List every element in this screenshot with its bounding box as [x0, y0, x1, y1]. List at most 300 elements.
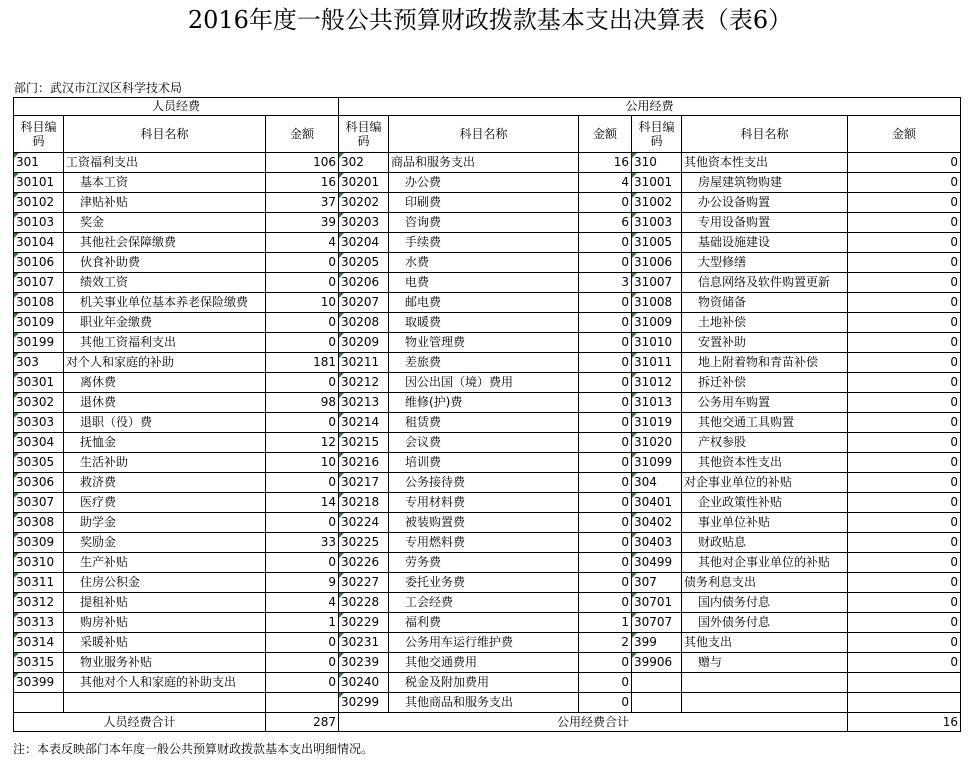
table-row: [14, 213, 961, 233]
subject-name-cell: 商品和服务支出: [389, 153, 579, 173]
subject-name-cell: 印刷费: [389, 193, 579, 213]
subject-code-cell: 30305: [14, 453, 64, 473]
subject-code-cell: 30218: [339, 493, 389, 513]
table-row: [14, 673, 961, 693]
subject-name-cell: 奖金: [64, 213, 266, 233]
amount-cell: 14: [266, 493, 339, 513]
subject-name-cell: 伙食补助费: [64, 253, 266, 273]
subject-name-cell: 其他资本性支出: [682, 453, 848, 473]
amount-cell: 3: [579, 273, 632, 293]
subject-name-cell: 其他对个人和家庭的补助支出: [64, 673, 266, 693]
table-row: [14, 333, 961, 353]
subject-name-cell: 赠与: [682, 653, 848, 673]
amount-cell: 0: [579, 293, 632, 313]
table-row: [14, 273, 961, 293]
subject-name-cell: 采暖补贴: [64, 633, 266, 653]
subject-code-cell: 31008: [632, 293, 682, 313]
subject-code-cell: 30307: [14, 493, 64, 513]
subject-code-cell: 30104: [14, 233, 64, 253]
subject-code-cell: 31001: [632, 173, 682, 193]
amount-cell: 37: [266, 193, 339, 213]
col-header-amount: 金额: [848, 116, 961, 153]
col-header-name: 科目名称: [64, 116, 266, 153]
amount-cell: 0: [266, 553, 339, 573]
amount-cell: 0: [579, 573, 632, 593]
subject-code-cell: 30231: [339, 633, 389, 653]
table-row: [14, 633, 961, 653]
subject-code-cell: 30107: [14, 273, 64, 293]
subject-name-cell: 被装购置费: [389, 513, 579, 533]
amount-cell: 0: [848, 513, 961, 533]
table-row: [14, 173, 961, 193]
amount-cell: 0: [266, 473, 339, 493]
subject-code-cell: 304: [632, 473, 682, 493]
subject-code-cell: 31019: [632, 413, 682, 433]
amount-cell: 0: [579, 393, 632, 413]
subject-name-cell: [64, 693, 266, 713]
subject-name-cell: 退职（役）费: [64, 413, 266, 433]
subject-name-cell: 其他交通费用: [389, 653, 579, 673]
table-row: [14, 253, 961, 273]
subject-name-cell: [682, 693, 848, 713]
subject-name-cell: 办公设备购置: [682, 193, 848, 213]
subject-name-cell: 水费: [389, 253, 579, 273]
subject-code-cell: 39906: [632, 653, 682, 673]
subject-code-cell: 31005: [632, 233, 682, 253]
amount-cell: 0: [579, 453, 632, 473]
amount-cell: 0: [848, 473, 961, 493]
subject-name-cell: 其他工资福利支出: [64, 333, 266, 353]
subject-code-cell: 31020: [632, 433, 682, 453]
subject-name-cell: 劳务费: [389, 553, 579, 573]
subject-name-cell: 房屋建筑物购建: [682, 173, 848, 193]
amount-cell: 4: [579, 173, 632, 193]
subject-name-cell: 咨询费: [389, 213, 579, 233]
subject-code-cell: 30214: [339, 413, 389, 433]
amount-cell: 0: [579, 333, 632, 353]
amount-cell: 9: [266, 573, 339, 593]
amount-cell: 0: [266, 373, 339, 393]
subject-code-cell: 30206: [339, 273, 389, 293]
amount-cell: 0: [266, 273, 339, 293]
subject-name-cell: 公务用车购置: [682, 393, 848, 413]
amount-cell: 2: [579, 633, 632, 653]
subject-code-cell: 30301: [14, 373, 64, 393]
subject-name-cell: 其他商品和服务支出: [389, 693, 579, 713]
col-header-amount: 金额: [266, 116, 339, 153]
amount-cell: 39: [266, 213, 339, 233]
subject-code-cell: 30228: [339, 593, 389, 613]
subject-code-cell: 30101: [14, 173, 64, 193]
subject-name-cell: 福利费: [389, 613, 579, 633]
subject-code-cell: 31010: [632, 333, 682, 353]
subject-name-cell: [682, 673, 848, 693]
subject-code-cell: 30303: [14, 413, 64, 433]
subject-name-cell: 对个人和家庭的补助: [64, 353, 266, 373]
amount-cell: 12: [266, 433, 339, 453]
subject-name-cell: 办公费: [389, 173, 579, 193]
table-row: [14, 233, 961, 253]
amount-cell: 0: [579, 193, 632, 213]
page-title: 2016年度一般公共预算财政拨款基本支出决算表（表6）: [187, 6, 793, 34]
subject-code-cell: [632, 693, 682, 713]
subject-code-cell: 30499: [632, 553, 682, 573]
amount-cell: 0: [266, 333, 339, 353]
subject-name-cell: 生活补助: [64, 453, 266, 473]
amount-cell: 0: [848, 613, 961, 633]
amount-cell: 0: [848, 153, 961, 173]
subject-code-cell: 30201: [339, 173, 389, 193]
table-row: [14, 373, 961, 393]
table-row: [14, 453, 961, 473]
subject-code-cell: 30315: [14, 653, 64, 673]
table-row: [14, 573, 961, 593]
department-label: 部门：武汉市江汉区科学技术局: [14, 81, 183, 95]
public-total-amount: 16: [848, 713, 961, 732]
subject-name-cell: 退休费: [64, 393, 266, 413]
table-row: [14, 533, 961, 553]
subject-code-cell: 30311: [14, 573, 64, 593]
amount-cell: 0: [848, 213, 961, 233]
expenditure-table: [13, 97, 961, 732]
subject-code-cell: 30204: [339, 233, 389, 253]
amount-cell: 0: [579, 553, 632, 573]
amount-cell: 0: [579, 493, 632, 513]
subject-name-cell: 其他支出: [682, 633, 848, 653]
subject-code-cell: 307: [632, 573, 682, 593]
subject-name-cell: 其他对企事业单位的补贴: [682, 553, 848, 573]
amount-cell: 0: [579, 533, 632, 553]
table-row: [14, 553, 961, 573]
subject-code-cell: 30701: [632, 593, 682, 613]
amount-cell: 0: [266, 513, 339, 533]
subject-code-cell: 30314: [14, 633, 64, 653]
amount-cell: 0: [579, 593, 632, 613]
subject-name-cell: 公务用车运行维护费: [389, 633, 579, 653]
subject-code-cell: 30217: [339, 473, 389, 493]
subject-code-cell: 30226: [339, 553, 389, 573]
subject-code-cell: 30106: [14, 253, 64, 273]
subject-name-cell: 提租补贴: [64, 593, 266, 613]
subject-name-cell: 土地补偿: [682, 313, 848, 333]
amount-cell: 0: [848, 333, 961, 353]
amount-cell: 0: [848, 313, 961, 333]
amount-cell: 0: [266, 653, 339, 673]
amount-cell: 4: [266, 233, 339, 253]
col-header-code: 科目编码: [14, 116, 64, 153]
personnel-group-header: 人员经费: [14, 98, 339, 116]
subject-code-cell: 30209: [339, 333, 389, 353]
amount-cell: 0: [848, 493, 961, 513]
subject-code-cell: 30207: [339, 293, 389, 313]
amount-cell: 0: [848, 433, 961, 453]
amount-cell: 0: [848, 633, 961, 653]
subject-name-cell: 医疗费: [64, 493, 266, 513]
subject-name-cell: 差旅费: [389, 353, 579, 373]
table-row: [14, 473, 961, 493]
subject-name-cell: 离休费: [64, 373, 266, 393]
amount-cell: 33: [266, 533, 339, 553]
amount-cell: 0: [579, 373, 632, 393]
amount-cell: 98: [266, 393, 339, 413]
subject-code-cell: 310: [632, 153, 682, 173]
amount-cell: 0: [848, 353, 961, 373]
subject-code-cell: 30707: [632, 613, 682, 633]
subject-code-cell: 30229: [339, 613, 389, 633]
subject-name-cell: 拆迁补偿: [682, 373, 848, 393]
subject-code-cell: 31002: [632, 193, 682, 213]
subject-name-cell: 基础设施建设: [682, 233, 848, 253]
subject-name-cell: 税金及附加费用: [389, 673, 579, 693]
subject-code-cell: 31099: [632, 453, 682, 473]
amount-cell: 16: [579, 153, 632, 173]
subject-name-cell: 会议费: [389, 433, 579, 453]
table-row: [14, 653, 961, 673]
subject-name-cell: 债务利息支出: [682, 573, 848, 593]
amount-cell: 0: [848, 553, 961, 573]
subject-code-cell: 30224: [339, 513, 389, 533]
table-row: [14, 353, 961, 373]
table-row: [14, 193, 961, 213]
subject-name-cell: 物业管理费: [389, 333, 579, 353]
subject-name-cell: 因公出国（境）费用: [389, 373, 579, 393]
subject-name-cell: 财政贴息: [682, 533, 848, 553]
subject-code-cell: 30202: [339, 193, 389, 213]
subject-code-cell: 30227: [339, 573, 389, 593]
subject-name-cell: 企业政策性补贴: [682, 493, 848, 513]
col-header-code: 科目编码: [632, 116, 682, 153]
amount-cell: 0: [266, 633, 339, 653]
amount-cell: 1: [579, 613, 632, 633]
subject-name-cell: 维修(护)费: [389, 393, 579, 413]
amount-cell: [848, 673, 961, 693]
subject-code-cell: 303: [14, 353, 64, 373]
subject-code-cell: 30302: [14, 393, 64, 413]
subject-code-cell: 30306: [14, 473, 64, 493]
table-row: [14, 393, 961, 413]
subject-code-cell: 30225: [339, 533, 389, 553]
subject-name-cell: 救济费: [64, 473, 266, 493]
subject-name-cell: 电费: [389, 273, 579, 293]
subject-code-cell: 30216: [339, 453, 389, 473]
amount-cell: 0: [848, 373, 961, 393]
subject-name-cell: 取暖费: [389, 313, 579, 333]
amount-cell: 0: [848, 593, 961, 613]
subject-code-cell: 30299: [339, 693, 389, 713]
subject-code-cell: 30239: [339, 653, 389, 673]
subject-name-cell: 购房补贴: [64, 613, 266, 633]
amount-cell: 0: [266, 673, 339, 693]
subject-code-cell: 30199: [14, 333, 64, 353]
amount-cell: 0: [848, 653, 961, 673]
subject-name-cell: 其他资本性支出: [682, 153, 848, 173]
subject-name-cell: 其他交通工具购置: [682, 413, 848, 433]
amount-cell: 0: [266, 413, 339, 433]
subject-name-cell: 住房公积金: [64, 573, 266, 593]
amount-cell: 0: [848, 453, 961, 473]
amount-cell: 1: [266, 613, 339, 633]
amount-cell: 0: [848, 573, 961, 593]
personnel-total-amount: 287: [266, 713, 339, 732]
subject-code-cell: 31003: [632, 213, 682, 233]
amount-cell: 0: [579, 253, 632, 273]
subject-code-cell: 30215: [339, 433, 389, 453]
subject-name-cell: 职业年金缴费: [64, 313, 266, 333]
col-header-amount: 金额: [579, 116, 632, 153]
subject-name-cell: 专用材料费: [389, 493, 579, 513]
subject-name-cell: 公务接待费: [389, 473, 579, 493]
table-row: [14, 693, 961, 713]
subject-code-cell: 30308: [14, 513, 64, 533]
amount-cell: 0: [848, 233, 961, 253]
subject-code-cell: 30203: [339, 213, 389, 233]
table-row: [14, 153, 961, 173]
table-row: [14, 513, 961, 533]
subject-code-cell: 31007: [632, 273, 682, 293]
totals-row: [14, 713, 961, 732]
subject-name-cell: 专用设备购置: [682, 213, 848, 233]
amount-cell: 0: [579, 353, 632, 373]
subject-name-cell: 国外债务付息: [682, 613, 848, 633]
subject-name-cell: 邮电费: [389, 293, 579, 313]
subject-code-cell: 30304: [14, 433, 64, 453]
amount-cell: 0: [848, 173, 961, 193]
subject-name-cell: 助学金: [64, 513, 266, 533]
subject-code-cell: 30401: [632, 493, 682, 513]
table-row: [14, 593, 961, 613]
subject-code-cell: 30312: [14, 593, 64, 613]
subject-code-cell: 302: [339, 153, 389, 173]
subject-code-cell: 30109: [14, 313, 64, 333]
subject-code-cell: 30213: [339, 393, 389, 413]
amount-cell: 0: [848, 193, 961, 213]
subject-name-cell: 手续费: [389, 233, 579, 253]
public-total-label: 公用经费合计: [339, 713, 848, 732]
subject-name-cell: 委托业务费: [389, 573, 579, 593]
subject-name-cell: 产权参股: [682, 433, 848, 453]
amount-cell: 0: [266, 253, 339, 273]
subject-name-cell: 地上附着物和青苗补偿: [682, 353, 848, 373]
col-header-name: 科目名称: [389, 116, 579, 153]
amount-cell: 106: [266, 153, 339, 173]
subject-code-cell: 30402: [632, 513, 682, 533]
subject-name-cell: 租赁费: [389, 413, 579, 433]
subject-name-cell: 津贴补贴: [64, 193, 266, 213]
table-row: [14, 293, 961, 313]
table-row: [14, 433, 961, 453]
subject-name-cell: 其他社会保障缴费: [64, 233, 266, 253]
subject-name-cell: 奖励金: [64, 533, 266, 553]
subject-code-cell: 30313: [14, 613, 64, 633]
amount-cell: 0: [848, 393, 961, 413]
subject-code-cell: 30403: [632, 533, 682, 553]
subject-code-cell: 30212: [339, 373, 389, 393]
col-header-code: 科目编码: [339, 116, 389, 153]
subject-name-cell: 信息网络及软件购置更新: [682, 273, 848, 293]
subject-code-cell: 30240: [339, 673, 389, 693]
subject-name-cell: 工资福利支出: [64, 153, 266, 173]
subject-name-cell: 事业单位补贴: [682, 513, 848, 533]
subject-name-cell: 安置补助: [682, 333, 848, 353]
amount-cell: 0: [579, 473, 632, 493]
amount-cell: 0: [848, 273, 961, 293]
public-group-header: 公用经费: [339, 98, 961, 116]
amount-cell: 0: [579, 673, 632, 693]
subject-code-cell: 31006: [632, 253, 682, 273]
amount-cell: 0: [266, 313, 339, 333]
amount-cell: 0: [579, 693, 632, 713]
subject-code-cell: 30102: [14, 193, 64, 213]
amount-cell: 16: [266, 173, 339, 193]
subject-name-cell: 国内债务付息: [682, 593, 848, 613]
subject-name-cell: 生产补贴: [64, 553, 266, 573]
table-row: [14, 493, 961, 513]
subject-code-cell: 301: [14, 153, 64, 173]
amount-cell: 0: [579, 313, 632, 333]
subject-code-cell: 30309: [14, 533, 64, 553]
subject-code-cell: 30108: [14, 293, 64, 313]
amount-cell: 6: [579, 213, 632, 233]
amount-cell: 0: [579, 513, 632, 533]
subject-name-cell: 培训费: [389, 453, 579, 473]
amount-cell: 0: [848, 293, 961, 313]
subject-code-cell: 30310: [14, 553, 64, 573]
subject-code-cell: 30399: [14, 673, 64, 693]
col-header-name: 科目名称: [682, 116, 848, 153]
subject-code-cell: [14, 693, 64, 713]
subject-name-cell: 抚恤金: [64, 433, 266, 453]
subject-code-cell: 31011: [632, 353, 682, 373]
amount-cell: 181: [266, 353, 339, 373]
amount-cell: 0: [579, 233, 632, 253]
amount-cell: 0: [848, 253, 961, 273]
amount-cell: 10: [266, 453, 339, 473]
personnel-total-label: 人员经费合计: [14, 713, 266, 732]
subject-code-cell: [632, 673, 682, 693]
amount-cell: 0: [848, 533, 961, 553]
subject-name-cell: 物资储备: [682, 293, 848, 313]
subject-code-cell: 30208: [339, 313, 389, 333]
table-row: [14, 613, 961, 633]
subject-code-cell: 399: [632, 633, 682, 653]
amount-cell: 0: [848, 413, 961, 433]
footnote: 注：本表反映部门本年度一般公共预算财政拨款基本支出明细情况。: [13, 742, 374, 756]
subject-code-cell: 30211: [339, 353, 389, 373]
subject-name-cell: 基本工资: [64, 173, 266, 193]
amount-cell: 4: [266, 593, 339, 613]
amount-cell: 0: [579, 653, 632, 673]
subject-name-cell: 机关事业单位基本养老保险缴费: [64, 293, 266, 313]
subject-code-cell: 31013: [632, 393, 682, 413]
subject-code-cell: 30103: [14, 213, 64, 233]
subject-code-cell: 30205: [339, 253, 389, 273]
subject-name-cell: 对企事业单位的补贴: [682, 473, 848, 493]
table-row: [14, 413, 961, 433]
subject-name-cell: 绩效工资: [64, 273, 266, 293]
subject-name-cell: 专用燃料费: [389, 533, 579, 553]
amount-cell: 0: [579, 413, 632, 433]
amount-cell: 0: [579, 433, 632, 453]
amount-cell: [848, 693, 961, 713]
subject-code-cell: 31009: [632, 313, 682, 333]
subject-name-cell: 工会经费: [389, 593, 579, 613]
amount-cell: [266, 693, 339, 713]
subject-name-cell: 大型修缮: [682, 253, 848, 273]
subject-name-cell: 物业服务补贴: [64, 653, 266, 673]
table-row: [14, 313, 961, 333]
amount-cell: 10: [266, 293, 339, 313]
subject-code-cell: 31012: [632, 373, 682, 393]
